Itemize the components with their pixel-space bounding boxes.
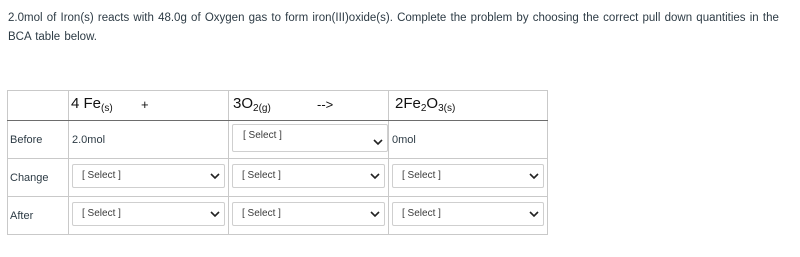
change-o2-select[interactable] bbox=[232, 164, 385, 188]
after-fe-cell bbox=[69, 197, 229, 235]
row-change bbox=[8, 159, 548, 197]
after-fe2o3-select[interactable] bbox=[392, 202, 544, 226]
o2-formula: 3O bbox=[233, 95, 254, 112]
chevron-down-icon bbox=[210, 211, 220, 218]
after-fe2o3-select-text: [ Select ] bbox=[402, 208, 441, 219]
change-fe-cell bbox=[69, 159, 229, 197]
header-row bbox=[8, 91, 548, 121]
before-fe-value: 2.0mol bbox=[72, 133, 106, 146]
change-fe2o3-cell bbox=[389, 159, 548, 197]
change-fe-select-text: [ Select ] bbox=[82, 170, 121, 181]
before-fe2o3-value: 0mol bbox=[392, 133, 416, 146]
row-before bbox=[8, 121, 548, 159]
chevron-down-icon bbox=[370, 211, 380, 218]
fe-state: (s) bbox=[101, 103, 113, 114]
after-fe2o3-cell bbox=[389, 197, 548, 235]
change-o2-select-text: [ Select ] bbox=[242, 170, 281, 181]
bca-table bbox=[7, 90, 548, 235]
header-fe bbox=[69, 91, 229, 121]
chevron-down-icon bbox=[373, 139, 383, 146]
after-fe-select[interactable] bbox=[72, 202, 225, 226]
change-fe2o3-select-text: [ Select ] bbox=[402, 170, 441, 181]
chevron-down-icon bbox=[210, 173, 220, 180]
after-o2-cell bbox=[229, 197, 389, 235]
chevron-down-icon bbox=[529, 173, 539, 180]
fe-formula: 4 Fe bbox=[71, 95, 102, 112]
o2-state: 2(g) bbox=[253, 103, 271, 114]
before-o2-select-text: [ Select ] bbox=[243, 130, 282, 141]
chevron-down-icon bbox=[529, 211, 539, 218]
question-text: 2.0mol of Iron(s) reacts with 48.0g of Oxygen gas to form iron(III)oxide(s). Complete the problem by choosing the correct pull down quantities in the BCA table below. bbox=[8, 12, 779, 43]
fe2o3-sub-2: 2 bbox=[420, 103, 427, 114]
before-fe2o3-cell bbox=[389, 121, 548, 159]
before-fe-cell bbox=[69, 121, 229, 159]
fe2o3-sub-3: 3(s) bbox=[438, 103, 456, 114]
row-after bbox=[8, 197, 548, 235]
plus-sign: + bbox=[141, 97, 149, 112]
header-o2 bbox=[229, 91, 389, 121]
before-o2-select[interactable] bbox=[232, 124, 388, 152]
change-o2-cell bbox=[229, 159, 389, 197]
chevron-down-icon bbox=[370, 173, 380, 180]
change-fe-select[interactable] bbox=[72, 164, 225, 188]
reaction-arrow: --> bbox=[317, 97, 334, 112]
before-o2-cell bbox=[229, 121, 389, 159]
header-fe2o3 bbox=[389, 91, 548, 121]
row-label-change: Change bbox=[8, 159, 69, 197]
change-fe2o3-select[interactable] bbox=[392, 164, 544, 188]
row-label-before: Before bbox=[8, 121, 69, 159]
after-o2-select[interactable] bbox=[232, 202, 385, 226]
fe2o3-formula-fe: 2Fe bbox=[395, 95, 421, 112]
row-label-after: After bbox=[8, 197, 69, 235]
header-empty-cell bbox=[8, 91, 69, 121]
after-fe-select-text: [ Select ] bbox=[82, 208, 121, 219]
fe2o3-formula-o: O bbox=[426, 95, 439, 112]
after-o2-select-text: [ Select ] bbox=[242, 208, 281, 219]
